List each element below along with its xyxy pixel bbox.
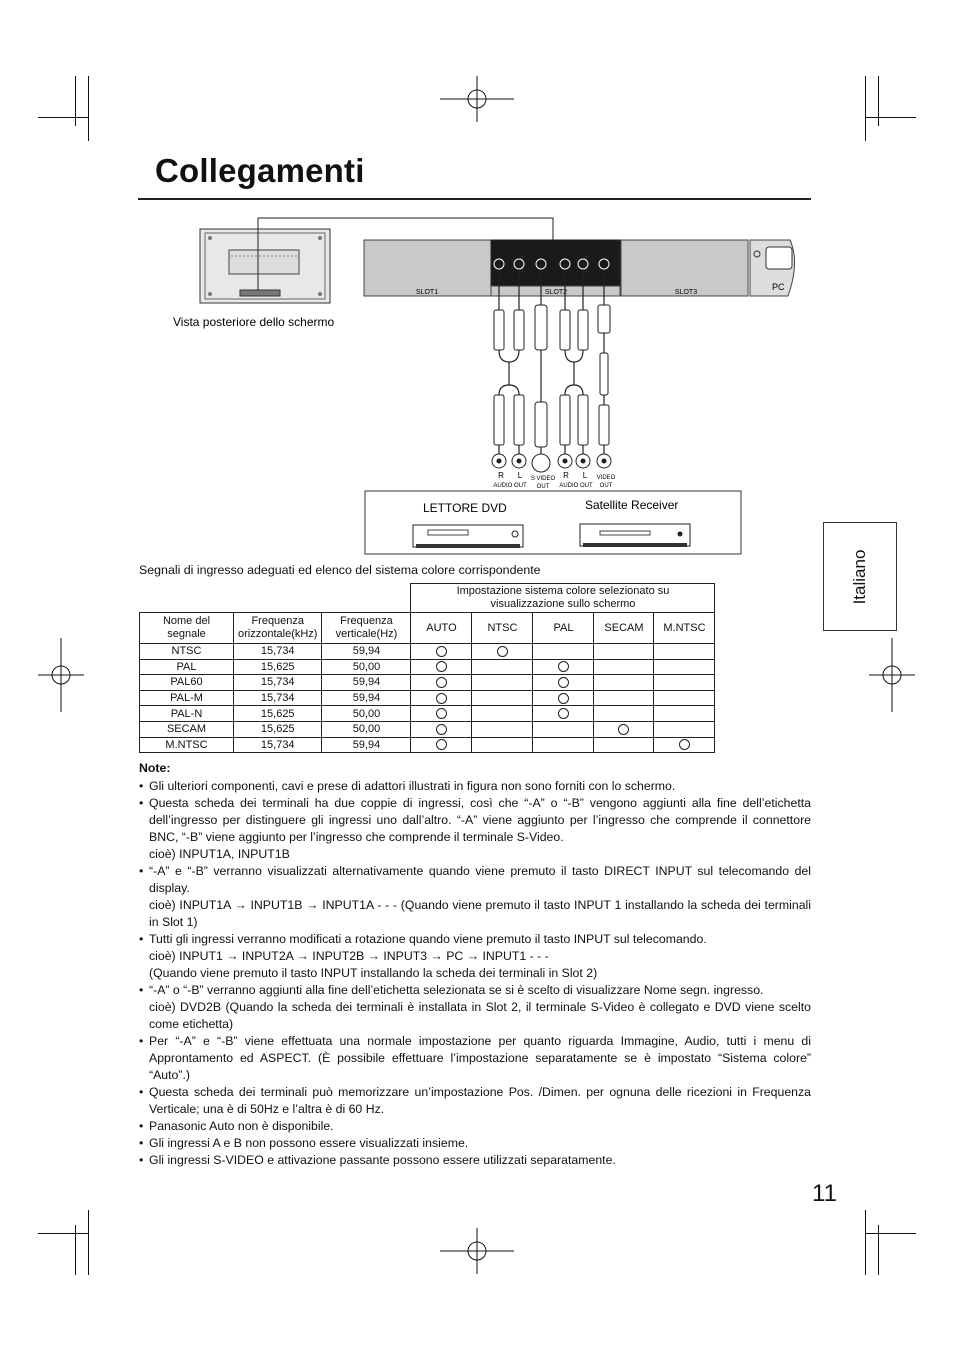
table-cell: 15,625 [234, 706, 322, 722]
table-cell [533, 675, 594, 691]
note-item [139, 1033, 811, 1084]
table-cell [411, 690, 472, 706]
jack-label-r-dvd: R [498, 471, 504, 480]
jack-label-r-sat: R [563, 471, 569, 480]
table-cell: 15,734 [234, 644, 322, 660]
table-cell: 50,00 [322, 706, 411, 722]
table-header-cell: M.NTSC [654, 613, 715, 644]
note-item [139, 1135, 811, 1152]
table-cell [594, 690, 654, 706]
table-group-header: Impostazione sistema colore selezionato su visualizzazione sullo schermo [411, 584, 715, 613]
note-line: • Gli ingressi A e B non possono essere visualizzati insieme. [149, 1136, 469, 1150]
table-cell [411, 737, 472, 753]
svideo-out-label-2: OUT [536, 484, 550, 490]
table-cell [472, 690, 533, 706]
note-line: cioè) DVD2B (Quando la scheda dei terminali è installata in Slot 2, il terminale S-Video è collegato e DVD viene scelto come etichetta) [149, 1000, 811, 1031]
notes-list [139, 778, 811, 1169]
supported-circle-icon [558, 708, 569, 719]
table-cell [533, 706, 594, 722]
satellite-receiver-icon [580, 524, 690, 547]
jack-label-l-sat: L [582, 471, 588, 480]
table-cell [533, 690, 594, 706]
note-item [139, 1152, 811, 1169]
table-cell [533, 737, 594, 753]
note-line: • Gli ulteriori componenti, cavi e prese di adattori illustrati in figura non sono forniti con lo schermo. [149, 779, 676, 793]
table-cell: 15,625 [234, 659, 322, 675]
table-cell [411, 721, 472, 737]
table-cell: 15,734 [234, 737, 322, 753]
supported-circle-icon [436, 724, 447, 735]
note-line: • Questa scheda dei terminali ha due coppie di ingressi, così che “-A” o “-B” vengono aggiunti alla fine dell’etichetta dell’ingresso per distinguere gli ingressi uno dall’altro. “-A” viene aggiunto per l’ingresso che comprende il connettore BNC, “-B” viene aggiunto per l’ingresso che comprende il terminale S-Video. [149, 796, 811, 844]
table-cell [594, 737, 654, 753]
table-cell: 50,00 [322, 721, 411, 737]
note-line: cioè) INPUT1A, INPUT1B [149, 847, 290, 861]
table-cell [533, 659, 594, 675]
note-item [139, 1118, 811, 1135]
note-item [139, 931, 811, 982]
signal-table-caption: Segnali di ingresso adeguati ed elenco del sistema colore corrispondente [139, 563, 541, 577]
table-cell [472, 721, 533, 737]
table-row [140, 737, 715, 753]
supported-circle-icon [558, 677, 569, 688]
table-cell: 59,94 [322, 737, 411, 753]
jack-label-l-dvd: L [517, 471, 523, 480]
table-header-cell: Frequenza verticale(Hz) [322, 613, 411, 644]
note-line: • Per “-A” e “-B” viene effettuata una normale impostazione per quanto riguarda Immagine, Audio, tutti i menu di Approntamento ed ASPECT. (È possibile effettuare l’impostazione separatamente se è impostato “Sistema colore” “Auto”.) [149, 1034, 811, 1082]
table-cell [654, 644, 715, 660]
rear-view-caption: Vista posteriore dello schermo [173, 315, 335, 329]
table-cell: PAL60 [140, 675, 234, 691]
table-cell: 59,94 [322, 644, 411, 660]
table-cell [594, 706, 654, 722]
supported-circle-icon [436, 693, 447, 704]
supported-circle-icon [618, 724, 629, 735]
supported-circle-icon [436, 739, 447, 750]
note-line: • Tutti gli ingressi verranno modificati a rotazione quando viene premuto il tasto INPUT sul telecomando. [149, 932, 707, 946]
table-cell [654, 737, 715, 753]
table-cell [594, 659, 654, 675]
video-out-label-2: OUT [599, 483, 613, 489]
supported-circle-icon [436, 677, 447, 688]
note-item [139, 863, 811, 931]
language-tab-label: Italiano [850, 549, 869, 604]
table-cell [411, 706, 472, 722]
table-cell: 15,734 [234, 690, 322, 706]
note-line: (Quando viene premuto il tasto INPUT installando la scheda dei terminali in Slot 2) [149, 966, 598, 980]
table-row [140, 706, 715, 722]
notes-section [139, 760, 811, 1169]
table-row [140, 644, 715, 660]
display-rear-view [200, 229, 330, 303]
page-title: Collegamenti [155, 152, 365, 189]
table-cell [654, 659, 715, 675]
table-cell [411, 659, 472, 675]
slot1-label: SLOT1 [415, 289, 439, 296]
note-item [139, 982, 811, 1033]
note-line: cioè) INPUT1A → INPUT1B → INPUT1A - - - (Quando viene premuto il tasto INPUT 1 installando la scheda dei terminali in Slot 1) [149, 898, 811, 929]
table-header-cell: NTSC [472, 613, 533, 644]
svideo-out-label-1: S VIDEO [530, 476, 556, 482]
table-cell [472, 659, 533, 675]
note-item [139, 795, 811, 863]
table-cell [654, 721, 715, 737]
table-cell [533, 721, 594, 737]
table-header-cell: AUTO [411, 613, 472, 644]
supported-circle-icon [436, 646, 447, 657]
table-header-cell: Nome del segnale [140, 613, 234, 644]
table-cell [472, 706, 533, 722]
signal-table [139, 583, 715, 753]
note-line: • Questa scheda dei terminali può memorizzare un’impostazione Pos. /Dimen. per ognuna delle ricezioni in Frequenza Verticale; una è di 50Hz e l’altra è di 60 Hz. [149, 1085, 811, 1116]
notes-title: Note: [139, 761, 171, 775]
table-row [140, 721, 715, 737]
audio-out-label-dvd: AUDIO OUT [493, 483, 527, 489]
table-cell [472, 737, 533, 753]
table-cell: PAL [140, 659, 234, 675]
table-cell [472, 675, 533, 691]
table-cell [594, 675, 654, 691]
table-row [140, 690, 715, 706]
table-cell: 59,94 [322, 690, 411, 706]
note-line: • “-A” o “-B” verranno aggiunti alla fine dell’etichetta selezionata se si è scelto di visualizzare Nome segn. ingresso. [149, 983, 764, 997]
table-cell [594, 721, 654, 737]
table-cell [654, 690, 715, 706]
slot2-label: SLOT2 [544, 289, 568, 296]
note-line: • “-A” e “-B” verranno visualizzati alternativamente quando viene premuto il tasto DIRECT INPUT sul telecomando del display. [149, 864, 811, 895]
table-header-row [140, 613, 715, 644]
supported-circle-icon [558, 693, 569, 704]
table-cell: PAL-N [140, 706, 234, 722]
audio-out-label-sat: AUDIO OUT [559, 483, 593, 489]
table-cell: 50,00 [322, 659, 411, 675]
supported-circle-icon [679, 739, 690, 750]
table-cell: SECAM [140, 721, 234, 737]
table-cell [472, 644, 533, 660]
table-row [140, 659, 715, 675]
pc-label: PC [772, 282, 785, 292]
table-header-cell: Frequenza orizzontale(kHz) [234, 613, 322, 644]
table-cell [411, 644, 472, 660]
table-header-cell: SECAM [594, 613, 654, 644]
supported-circle-icon [436, 661, 447, 672]
supported-circle-icon [558, 661, 569, 672]
supported-circle-icon [497, 646, 508, 657]
table-cell: 59,94 [322, 675, 411, 691]
note-line: • Gli ingressi S-VIDEO e attivazione passante possono essere utilizzati separatamente. [149, 1153, 616, 1167]
supported-circle-icon [436, 708, 447, 719]
slot3-label: SLOT3 [674, 289, 698, 296]
note-line: cioè) INPUT1 → INPUT2A → INPUT2B → INPUT3 → PC → INPUT1 - - - [149, 949, 549, 963]
table-cell: PAL-M [140, 690, 234, 706]
table-cell: M.NTSC [140, 737, 234, 753]
satellite-receiver-label: Satellite Receiver [585, 498, 679, 512]
video-out-label-1: VIDEO [596, 475, 616, 481]
slot3-panel [621, 240, 748, 296]
page-number: 11 [812, 1180, 837, 1207]
table-header-cell: PAL [533, 613, 594, 644]
dvd-player-icon [413, 525, 523, 548]
table-cell [533, 644, 594, 660]
slot1-panel [364, 240, 491, 296]
table-cell: 15,625 [234, 721, 322, 737]
dvd-player-label: LETTORE DVD [423, 501, 507, 515]
note-line: • Panasonic Auto non è disponibile. [149, 1119, 334, 1133]
table-row [140, 675, 715, 691]
connection-diagram [0, 0, 954, 560]
table-cell [654, 675, 715, 691]
table-cell: 15,734 [234, 675, 322, 691]
note-item [139, 778, 811, 795]
table-cell: NTSC [140, 644, 234, 660]
table-cell [654, 706, 715, 722]
table-cell [411, 675, 472, 691]
note-item [139, 1084, 811, 1118]
table-cell [594, 644, 654, 660]
